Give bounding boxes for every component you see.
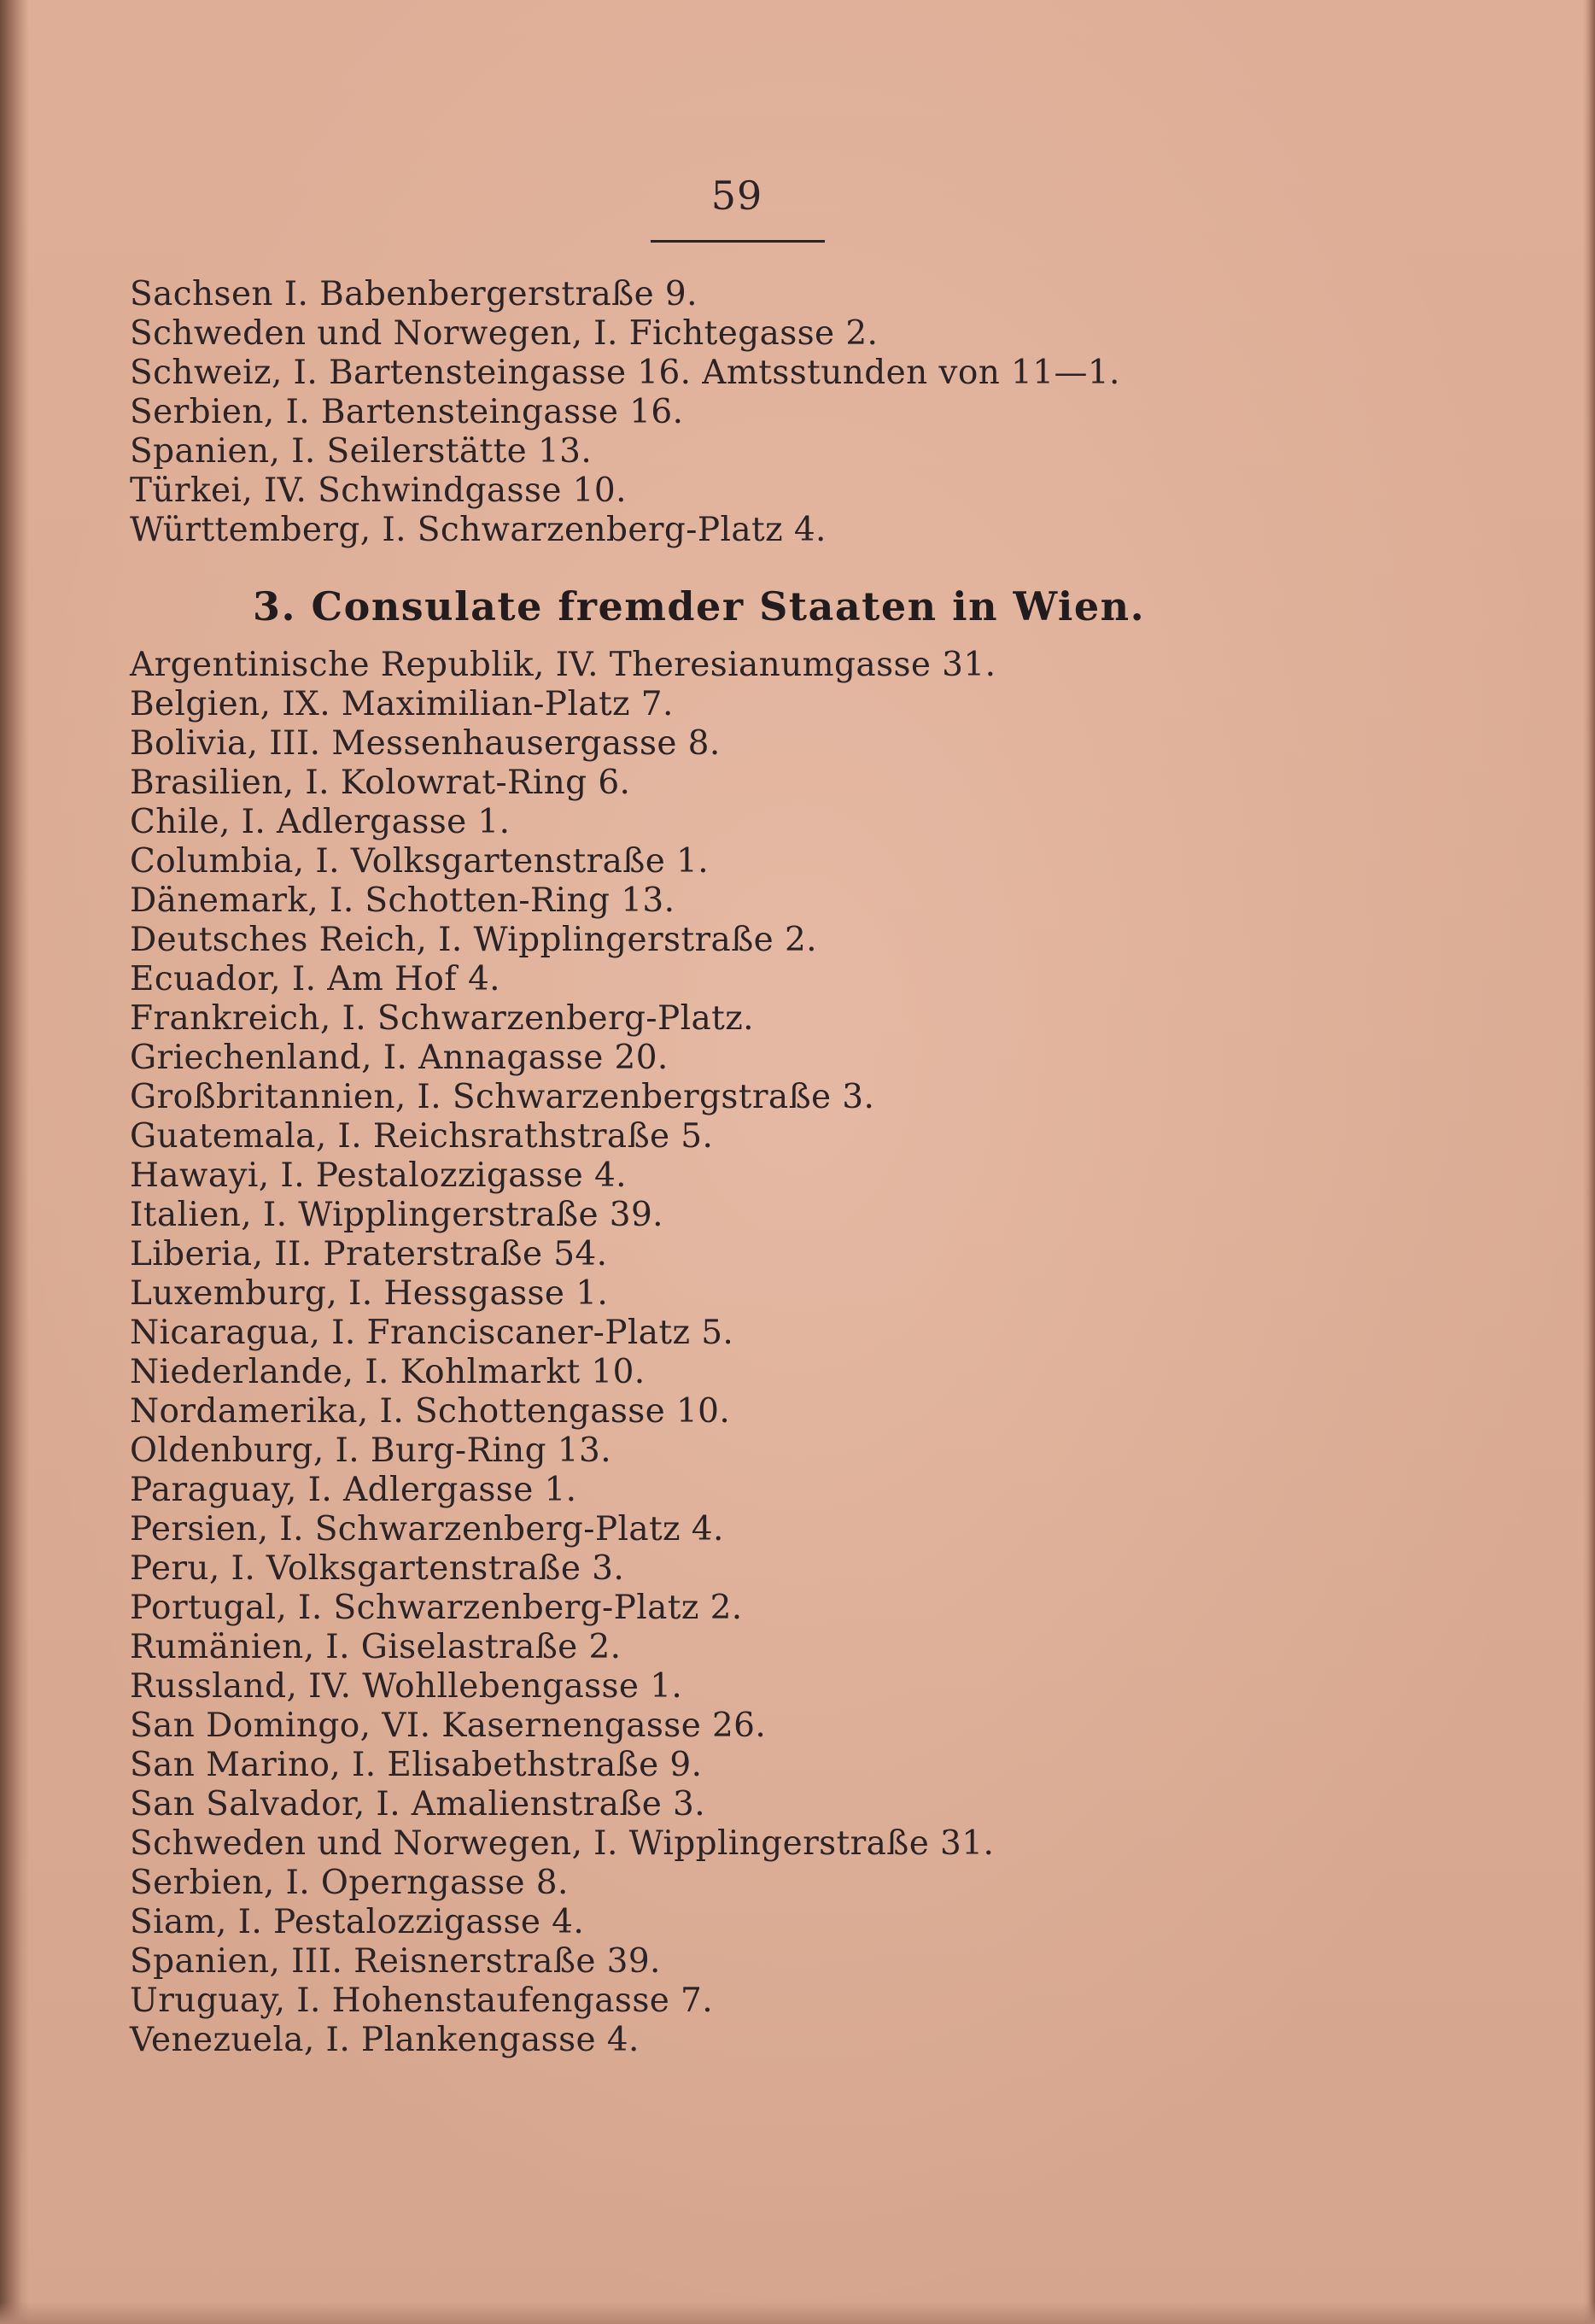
consulate-entry: Columbia, I. Volksgartenstraße 1. xyxy=(130,842,710,881)
embassy-list xyxy=(130,275,1120,550)
consulate-entry: Großbritannien, I. Schwarzenbergstraße 3. xyxy=(130,1078,875,1116)
consulate-entry: San Marino, I. Elisabethstraße 9. xyxy=(130,1746,703,1784)
embassy-entry: Württemberg, I. Schwarzenberg-Platz 4. xyxy=(130,511,827,549)
consulate-entry: Russland, IV. Wohllebengasse 1. xyxy=(130,1667,683,1706)
consulate-entry: Nordamerika, I. Schottengasse 10. xyxy=(130,1392,731,1431)
consulate-entry: Spanien, III. Reisnerstraße 39. xyxy=(130,1942,661,1981)
consulate-entry: Bolivia, III. Messenhausergasse 8. xyxy=(130,724,721,763)
consulate-entry: Peru, I. Volksgartenstraße 3. xyxy=(130,1549,625,1588)
consulate-entry: Niederlande, I. Kohlmarkt 10. xyxy=(130,1353,646,1391)
page-number: 59 xyxy=(710,173,763,219)
consulate-entry: Hawayi, I. Pestalozzigasse 4. xyxy=(130,1156,627,1195)
embassy-entry: Schweden und Norwegen, I. Fichtegasse 2. xyxy=(130,314,879,353)
consulate-entry: Serbien, I. Operngasse 8. xyxy=(130,1864,569,1902)
embassy-entry: Schweiz, I. Bartensteingasse 16. Amtsstunden von 11—1. xyxy=(130,354,1120,392)
consulate-entry: Siam, I. Pestalozzigasse 4. xyxy=(130,1903,585,1941)
page-bottom-edge xyxy=(0,2302,1595,2324)
embassy-entry: Serbien, I. Bartensteingasse 16. xyxy=(130,393,684,431)
consulate-entry: Dänemark, I. Schotten-Ring 13. xyxy=(130,881,675,920)
consulate-entry: Rumänien, I. Giselastraße 2. xyxy=(130,1628,622,1666)
consulate-entry: Chile, I. Adlergasse 1. xyxy=(130,803,511,841)
consulate-entry: Luxemburg, I. Hessgasse 1. xyxy=(130,1274,609,1313)
consulate-entry: San Salvador, I. Amalienstraße 3. xyxy=(130,1785,706,1823)
consulate-entry: Schweden und Norwegen, I. Wipplingerstraße 31. xyxy=(130,1824,995,1863)
consulate-entry: San Domingo, VI. Kasernengasse 26. xyxy=(130,1706,767,1745)
consulate-entry: Liberia, II. Praterstraße 54. xyxy=(130,1235,608,1273)
page-right-edge xyxy=(1583,0,1595,2324)
consulate-entry: Belgien, IX. Maximilian-Platz 7. xyxy=(130,685,674,723)
page-number-rule xyxy=(651,240,825,243)
consulate-entry: Venezuela, I. Plankengasse 4. xyxy=(130,2021,640,2059)
consulate-entry: Portugal, I. Schwarzenberg-Platz 2. xyxy=(130,1589,743,1627)
page-binding-edge xyxy=(0,0,29,2324)
consulate-entry: Paraguay, I. Adlergasse 1. xyxy=(130,1471,577,1509)
consulate-entry: Frankreich, I. Schwarzenberg-Platz. xyxy=(130,999,754,1038)
consulate-entry: Guatemala, I. Reichsrathstraße 5. xyxy=(130,1117,714,1156)
embassy-entry: Türkei, IV. Schwindgasse 10. xyxy=(130,471,627,510)
consulate-entry: Nicaragua, I. Franciscaner-Platz 5. xyxy=(130,1314,734,1352)
consulate-entry: Italien, I. Wipplingerstraße 39. xyxy=(130,1196,663,1234)
consulate-entry: Deutsches Reich, I. Wipplingerstraße 2. xyxy=(130,921,817,959)
embassy-entry: Spanien, I. Seilerstätte 13. xyxy=(130,432,593,471)
consulate-entry: Argentinische Republik, IV. Theresianumgasse 31. xyxy=(130,646,996,684)
consulate-entry: Persien, I. Schwarzenberg-Platz 4. xyxy=(130,1510,724,1548)
consulate-entry: Griechenland, I. Annagasse 20. xyxy=(130,1039,669,1077)
embassy-entry: Sachsen I. Babenbergerstraße 9. xyxy=(130,275,698,313)
consulate-entry: Oldenburg, I. Burg-Ring 13. xyxy=(130,1431,611,1470)
consulate-list xyxy=(130,646,996,2060)
consulate-entry: Uruguay, I. Hohenstaufengasse 7. xyxy=(130,1982,714,2020)
section-heading: 3. Consulate fremder Staaten in Wien. xyxy=(253,583,1146,629)
consulate-entry: Ecuador, I. Am Hof 4. xyxy=(130,960,500,998)
consulate-entry: Brasilien, I. Kolowrat-Ring 6. xyxy=(130,764,631,802)
